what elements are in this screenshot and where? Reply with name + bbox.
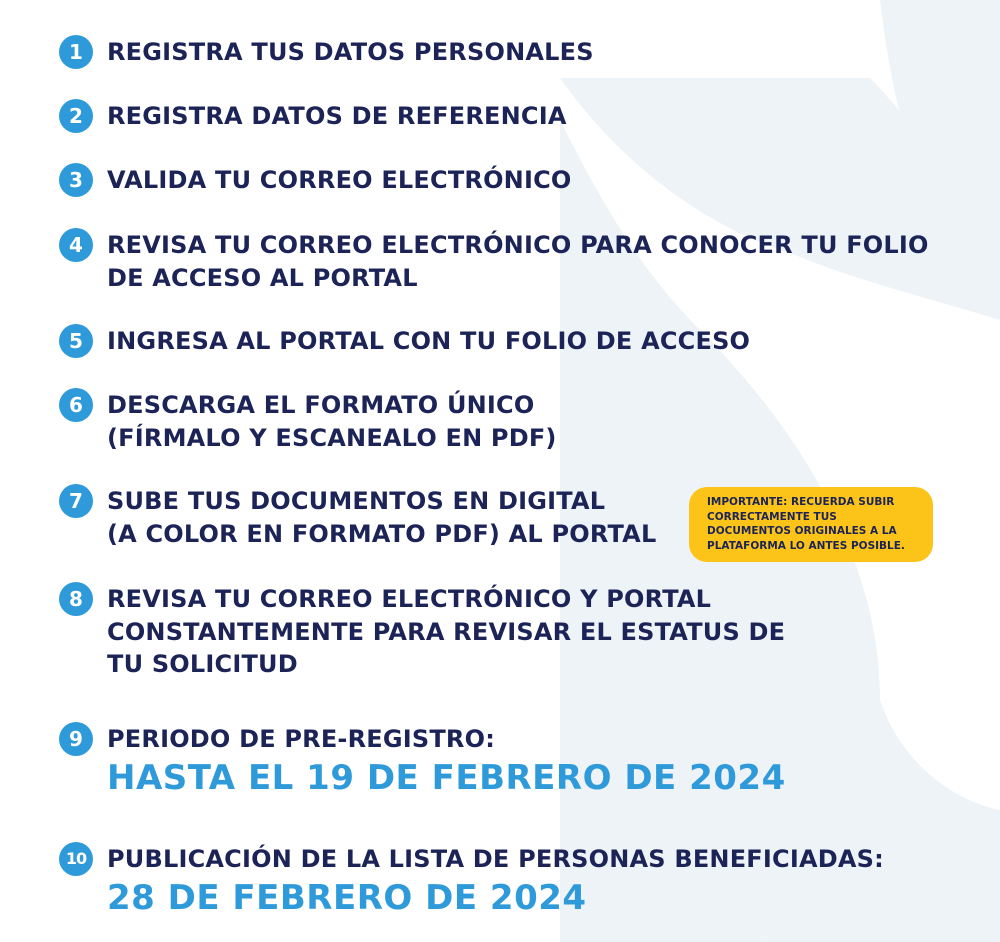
step-number-badge: 10 [59,842,93,876]
step-number-badge: 6 [59,388,93,422]
step-text-line-2: (A COLOR EN FORMATO PDF) AL PORTAL [107,520,657,548]
step-number-badge: 1 [59,35,93,69]
step-text-line-3: TU SOLICITUD [107,650,298,678]
step-number-badge: 3 [59,163,93,197]
step-text: PERIODO DE PRE-REGISTRO: [107,725,496,753]
step-number-badge: 7 [59,484,93,518]
step-text: VALIDA TU CORREO ELECTRÓNICO [107,166,572,194]
step-text-line-2: (FÍRMALO Y ESCANEALO EN PDF) [107,424,557,452]
step-number-badge: 8 [59,582,93,616]
important-note-line: IMPORTANTE: RECUERDA SUBIR [707,496,895,508]
step-text: REGISTRA TUS DATOS PERSONALES [107,38,594,66]
step-text-line-2: DE ACCESO AL PORTAL [107,264,418,292]
step-text: INGRESA AL PORTAL CON TU FOLIO DE ACCESO [107,327,751,355]
step-text-line-1: DESCARGA EL FORMATO ÚNICO [107,391,535,419]
step-text-line-1: SUBE TUS DOCUMENTOS EN DIGITAL [107,487,606,515]
step-number-badge: 4 [59,228,93,262]
important-note [689,487,933,562]
step-text-line-1: REVISA TU CORREO ELECTRÓNICO PARA CONOCER TU FOLIO [107,231,929,259]
step-number-badge: 2 [59,99,93,133]
step-number-badge: 9 [59,722,93,756]
step-text-line-1: REVISA TU CORREO ELECTRÓNICO Y PORTAL [107,585,712,613]
step-text: REGISTRA DATOS DE REFERENCIA [107,102,567,130]
step-text: PUBLICACIÓN DE LA LISTA DE PERSONAS BENEFICIADAS: [107,845,884,873]
important-note-line: DOCUMENTOS ORIGINALES A LA [707,525,897,537]
pre-registration-deadline: HASTA EL 19 DE FEBRERO DE 2024 [107,758,786,798]
step-text-line-2: CONSTANTEMENTE PARA REVISAR EL ESTATUS DE [107,618,786,646]
important-note-line: PLATAFORMA LO ANTES POSIBLE. [707,539,905,552]
publication-date: 28 DE FEBRERO DE 2024 [107,878,587,918]
important-note-line: CORRECTAMENTE TUS [707,510,837,523]
step-number-badge: 5 [59,324,93,358]
